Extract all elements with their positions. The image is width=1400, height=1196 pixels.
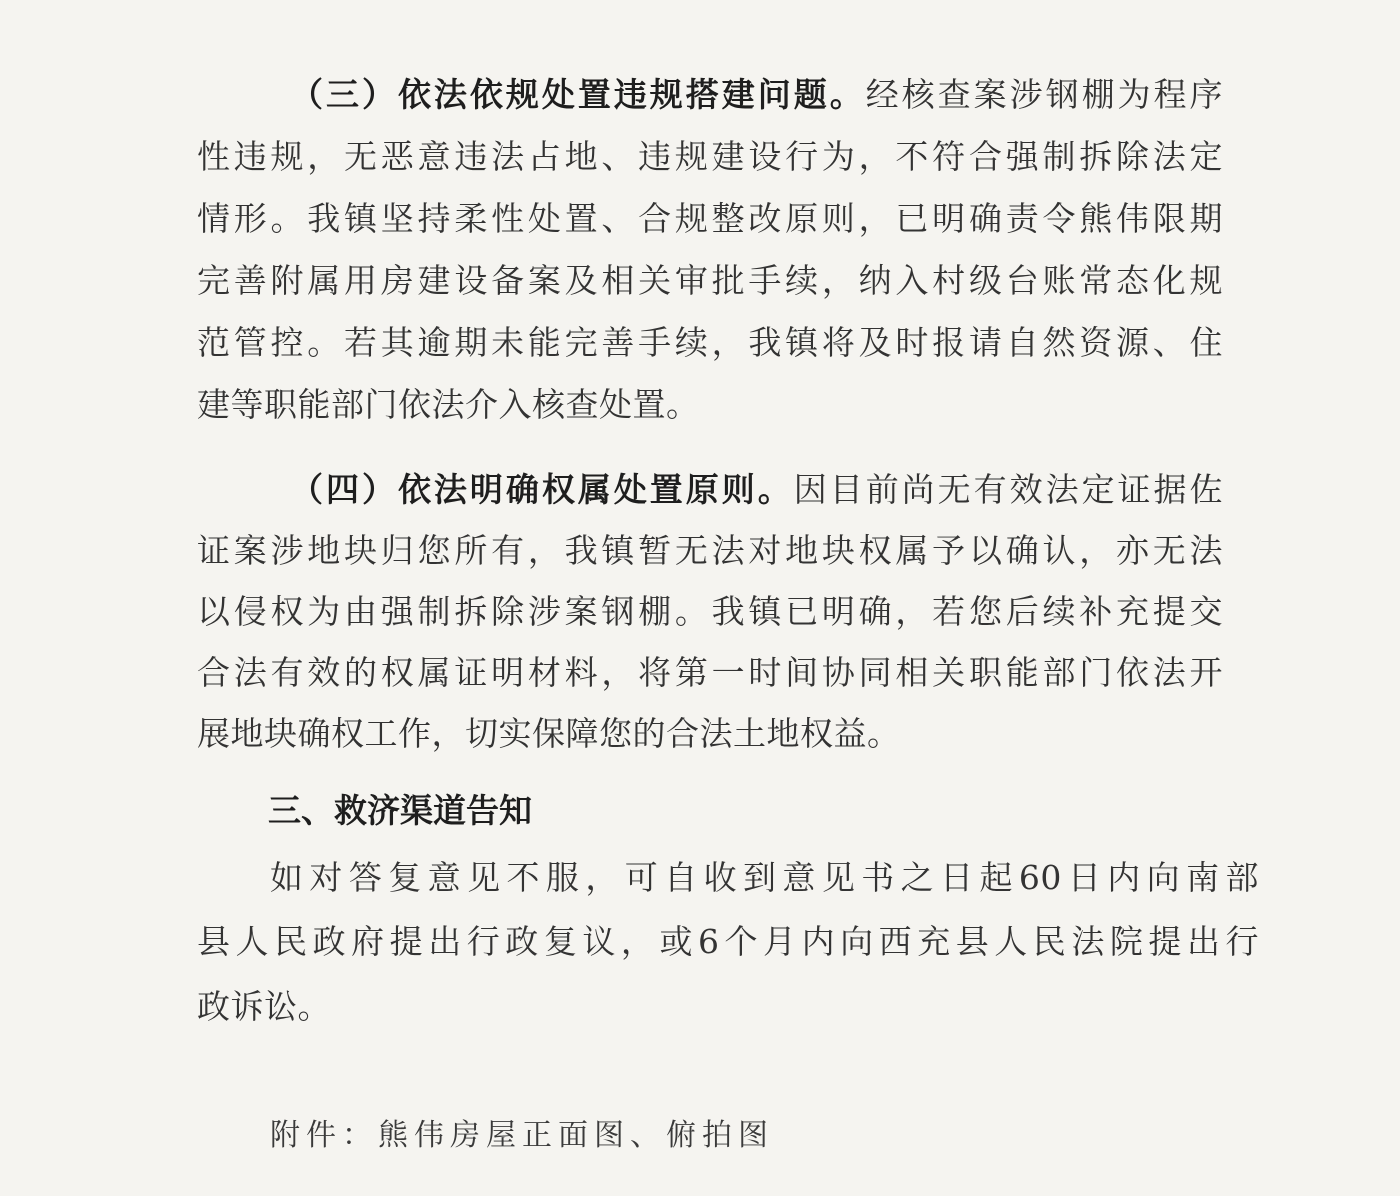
paragraph-3-line-1	[290, 70, 1223, 120]
paragraph-3-line-2: 性违规，无恶意违法占地、违规建设行为，不符合强制拆除法定	[197, 137, 1223, 176]
attachment-note: 附件：熊伟房屋正面图、俯拍图	[270, 1118, 774, 1153]
paragraph-3-line-3: 情形。我镇坚持柔性处置、合规整改原则，已明确责令熊伟限期	[197, 199, 1223, 238]
section-3-heading: 三、救济渠道告知	[268, 791, 532, 830]
paragraph-3-text: 经核查案涉钢棚为程序	[865, 75, 1224, 114]
paragraph-4-line-4: 合法有效的权属证明材料，将第一时间协同相关职能部门依法开	[197, 653, 1223, 692]
paragraph-4-line-2: 证案涉地块归您所有，我镇暂无法对地块权属予以确认，亦无法	[197, 531, 1223, 570]
paragraph-4-text: 因目前尚无有效法定证据佐	[793, 470, 1224, 509]
paragraph-4-line-5: 展地块确权工作，切实保障您的合法土地权益。	[197, 714, 901, 753]
paragraph-3-line-6: 建等职能部门依法介入核查处置。	[197, 385, 700, 424]
section-3-line-1: 如对答复意见不服，可自收到意见书之日起60日内向南部	[270, 858, 1259, 897]
paragraph-3-lead: （三）依法依规处置违规搭建问题。	[290, 75, 866, 114]
paragraph-4-lead: （四）依法明确权属处置原则。	[290, 470, 794, 509]
paragraph-4-line-1	[290, 465, 1223, 515]
section-3-line-2: 县人民政府提出行政复议，或6个月内向西充县人民法院提出行	[197, 922, 1259, 961]
section-3-line-3: 政诉讼。	[197, 987, 331, 1026]
paragraph-3-line-5: 范管控。若其逾期未能完善手续，我镇将及时报请自然资源、住	[197, 323, 1223, 362]
paragraph-3-line-4: 完善附属用房建设备案及相关审批手续，纳入村级台账常态化规	[197, 261, 1223, 300]
paragraph-4-line-3: 以侵权为由强制拆除涉案钢棚。我镇已明确，若您后续补充提交	[197, 592, 1223, 631]
